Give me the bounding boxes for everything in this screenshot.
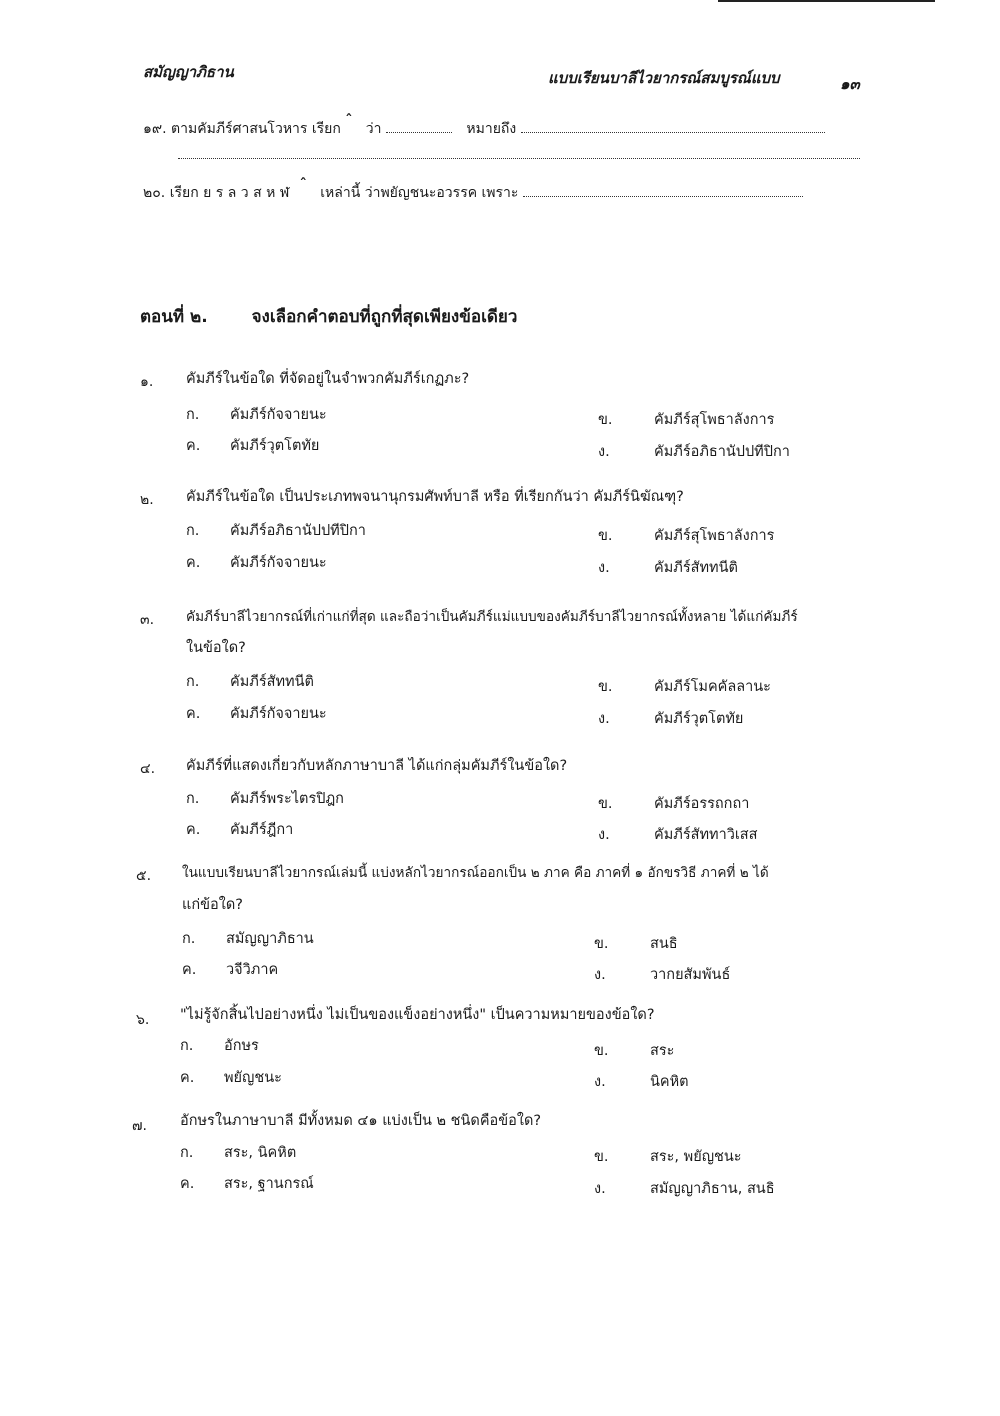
option-label: ง. xyxy=(598,560,610,576)
option-label: ก. xyxy=(182,931,196,947)
option-d[interactable] xyxy=(598,556,738,579)
option-label: ง. xyxy=(594,1074,606,1090)
option-text: นิคหิต xyxy=(650,1074,689,1090)
mark-glyph: ˆ xyxy=(345,113,353,129)
option-text: คัมภีร์สุโพธาลังการ xyxy=(654,412,775,428)
option-b[interactable] xyxy=(594,1145,742,1168)
option-label: ค. xyxy=(186,822,201,838)
option-text: คัมภีร์วุตโตทัย xyxy=(230,438,320,454)
option-text: อักษร xyxy=(224,1038,259,1054)
option-label: ค. xyxy=(186,706,201,722)
option-d[interactable] xyxy=(594,1177,775,1200)
option-label: ค. xyxy=(186,438,201,454)
option-a[interactable] xyxy=(186,670,314,693)
answer-blank[interactable] xyxy=(386,120,452,133)
option-text: คัมภีร์อภิธานัปปทีปิกา xyxy=(230,523,366,539)
option-label: ง. xyxy=(594,967,606,983)
option-d[interactable] xyxy=(594,1070,689,1093)
option-a[interactable] xyxy=(180,1034,259,1057)
option-label: ข. xyxy=(598,796,613,812)
option-label: ง. xyxy=(598,827,610,843)
option-text: คัมภีร์พระไตรปิฎก xyxy=(230,791,344,807)
option-text: สระ, ฐานกรณ์ xyxy=(224,1176,314,1192)
option-text: คัมภีร์กัจจายนะ xyxy=(230,706,327,722)
option-b[interactable] xyxy=(594,1039,674,1062)
item-text: ตามคัมภีร์ศาสนโวหาร เรียก xyxy=(171,121,341,137)
option-label: ก. xyxy=(186,674,200,690)
page-number: ๑๓ xyxy=(840,75,860,93)
item-number: ๑๙. xyxy=(143,121,167,137)
option-text: วจีวิภาค xyxy=(226,962,279,978)
fill-in-item-19 xyxy=(143,113,825,140)
question-number: ๓. xyxy=(140,612,155,628)
option-a[interactable] xyxy=(186,519,366,542)
option-label: ก. xyxy=(180,1145,194,1161)
item-text: เหล่านี้ ว่าพยัญชนะอวรรค เพราะ xyxy=(320,185,519,201)
option-text: สมัญญาภิธาน xyxy=(226,931,314,947)
question-number: ๗. xyxy=(132,1118,147,1134)
question-number: ๑. xyxy=(140,374,154,390)
option-text: สมัญญาภิธาน, สนธิ xyxy=(650,1181,775,1197)
option-label: ค. xyxy=(186,555,201,571)
option-label: ข. xyxy=(598,412,613,428)
option-text: พยัญชนะ xyxy=(224,1070,282,1086)
item-text: เรียก ย ร ล ว ส ห ฬ xyxy=(169,185,290,201)
top-rule xyxy=(718,0,935,2)
option-label: ข. xyxy=(598,679,613,695)
option-a[interactable] xyxy=(180,1141,296,1164)
option-text: คัมภีร์วุตโตทัย xyxy=(654,711,744,727)
option-label: ข. xyxy=(598,528,613,544)
option-c[interactable] xyxy=(180,1172,314,1195)
question-text: คัมภีร์บาลีไวยากรณ์ที่เก่าแก่ที่สุด และถือว่าเป็นคัมภีร์แม่แบบของคัมภีร์บาลีไวยากรณ์ทั้งหลาย ได้แก่คัมภีร์ xyxy=(186,609,798,625)
question-text-continued: แก่ข้อใด? xyxy=(182,897,243,913)
option-d[interactable] xyxy=(598,440,790,463)
question-text: คัมภีร์ที่แสดงเกี่ยวกับหลักภาษาบาลี ได้แก่กลุ่มคัมภีร์ในข้อใด? xyxy=(186,758,568,774)
question-number: ๒. xyxy=(140,492,154,508)
option-label: ก. xyxy=(186,407,200,423)
option-label: ข. xyxy=(594,936,609,952)
option-c[interactable] xyxy=(186,818,293,841)
item-text: หมายถึง xyxy=(466,121,517,137)
option-text: คัมภีร์ฎีกา xyxy=(230,822,294,838)
option-c[interactable] xyxy=(182,958,278,981)
item-number: ๒๐. xyxy=(143,185,166,201)
question-text: "ไม่รู้จักสิ้นไปอย่างหนึ่ง ไม่เป็นของแข็งอย่างหนึ่ง" เป็นความหมายของข้อใด? xyxy=(180,1007,655,1023)
option-text: สนธิ xyxy=(650,936,678,952)
option-b[interactable] xyxy=(594,932,678,955)
option-label: ก. xyxy=(180,1038,194,1054)
option-c[interactable] xyxy=(180,1066,282,1089)
section-label: ตอนที่ ๒. xyxy=(140,307,208,327)
header-left-title: สมัญญาภิธาน xyxy=(143,63,234,81)
mark-glyph: ˆ xyxy=(299,177,307,193)
option-b[interactable] xyxy=(598,675,771,698)
option-a[interactable] xyxy=(186,403,327,426)
option-d[interactable] xyxy=(594,963,730,986)
option-text: คัมภีร์สัททนีติ xyxy=(654,560,738,576)
option-text: คัมภีร์สุโพธาลังการ xyxy=(654,528,775,544)
option-a[interactable] xyxy=(182,927,314,950)
header-right-title: แบบเรียนบาลีไวยากรณ์สมบูรณ์แบบ xyxy=(548,69,780,87)
option-label: ค. xyxy=(182,962,197,978)
question-text: ในแบบเรียนบาลีไวยากรณ์เล่มนี้ แบ่งหลักไวยากรณ์ออกเป็น ๒ ภาค คือ ภาคที่ ๑ อักขรวิธี ภาคที่ ๒ ได้ xyxy=(182,865,769,881)
option-text: สระ xyxy=(650,1043,675,1059)
option-label: ค. xyxy=(180,1176,195,1192)
option-label: ก. xyxy=(186,791,200,807)
option-text: วากยสัมพันธ์ xyxy=(650,967,731,983)
option-text: คัมภีร์สัททาวิเสส xyxy=(654,827,758,843)
question-number: ๖. xyxy=(136,1012,150,1028)
option-c[interactable] xyxy=(186,551,327,574)
answer-blank[interactable] xyxy=(523,184,803,197)
option-text: คัมภีร์สัททนีติ xyxy=(230,674,314,690)
option-label: ก. xyxy=(186,523,200,539)
option-text: สระ, พยัญชนะ xyxy=(650,1149,742,1165)
question-text: คัมภีร์ในข้อใด ที่จัดอยู่ในจำพวกคัมภีร์เกฏภะ? xyxy=(186,371,470,387)
option-text: คัมภีร์อรรถกถา xyxy=(654,796,750,812)
option-label: ข. xyxy=(594,1149,609,1165)
question-number: ๕. xyxy=(136,868,152,884)
option-b[interactable] xyxy=(598,408,774,431)
item-text: ว่า xyxy=(365,121,382,137)
option-text: คัมภีร์อภิธานัปปทีปิกา xyxy=(654,444,790,460)
option-text: สระ, นิคหิต xyxy=(224,1145,297,1161)
option-c[interactable] xyxy=(186,434,319,457)
question-text: คัมภีร์ในข้อใด เป็นประเภทพจนานุกรมศัพท์บาลี หรือ ที่เรียกกันว่า คัมภีร์นิฆัณฑุ? xyxy=(186,489,684,505)
section-heading xyxy=(140,303,517,330)
option-label: ง. xyxy=(594,1181,606,1197)
option-text: คัมภีร์โมคคัลลานะ xyxy=(654,679,771,695)
option-b[interactable] xyxy=(598,792,749,815)
answer-blank[interactable] xyxy=(521,120,825,133)
option-text: คัมภีร์กัจจายนะ xyxy=(230,555,327,571)
question-text-continued: ในข้อใด? xyxy=(186,640,246,656)
option-label: ง. xyxy=(598,711,610,727)
section-instruction: จงเลือกคำตอบที่ถูกที่สุดเพียงข้อเดียว xyxy=(251,307,518,327)
option-text: คัมภีร์กัจจายนะ xyxy=(230,407,327,423)
option-label: ข. xyxy=(594,1043,609,1059)
option-d[interactable] xyxy=(598,707,743,730)
answer-blank-continued[interactable] xyxy=(178,146,860,159)
question-number: ๔. xyxy=(140,761,156,777)
fill-in-item-20 xyxy=(143,177,803,204)
option-c[interactable] xyxy=(186,702,327,725)
question-text: อักษรในภาษาบาลี มีทั้งหมด ๔๑ แบ่งเป็น ๒ ชนิดคือข้อใด? xyxy=(180,1113,542,1129)
option-a[interactable] xyxy=(186,787,344,810)
option-d[interactable] xyxy=(598,823,758,846)
option-b[interactable] xyxy=(598,524,774,547)
option-label: ง. xyxy=(598,444,610,460)
option-label: ค. xyxy=(180,1070,195,1086)
